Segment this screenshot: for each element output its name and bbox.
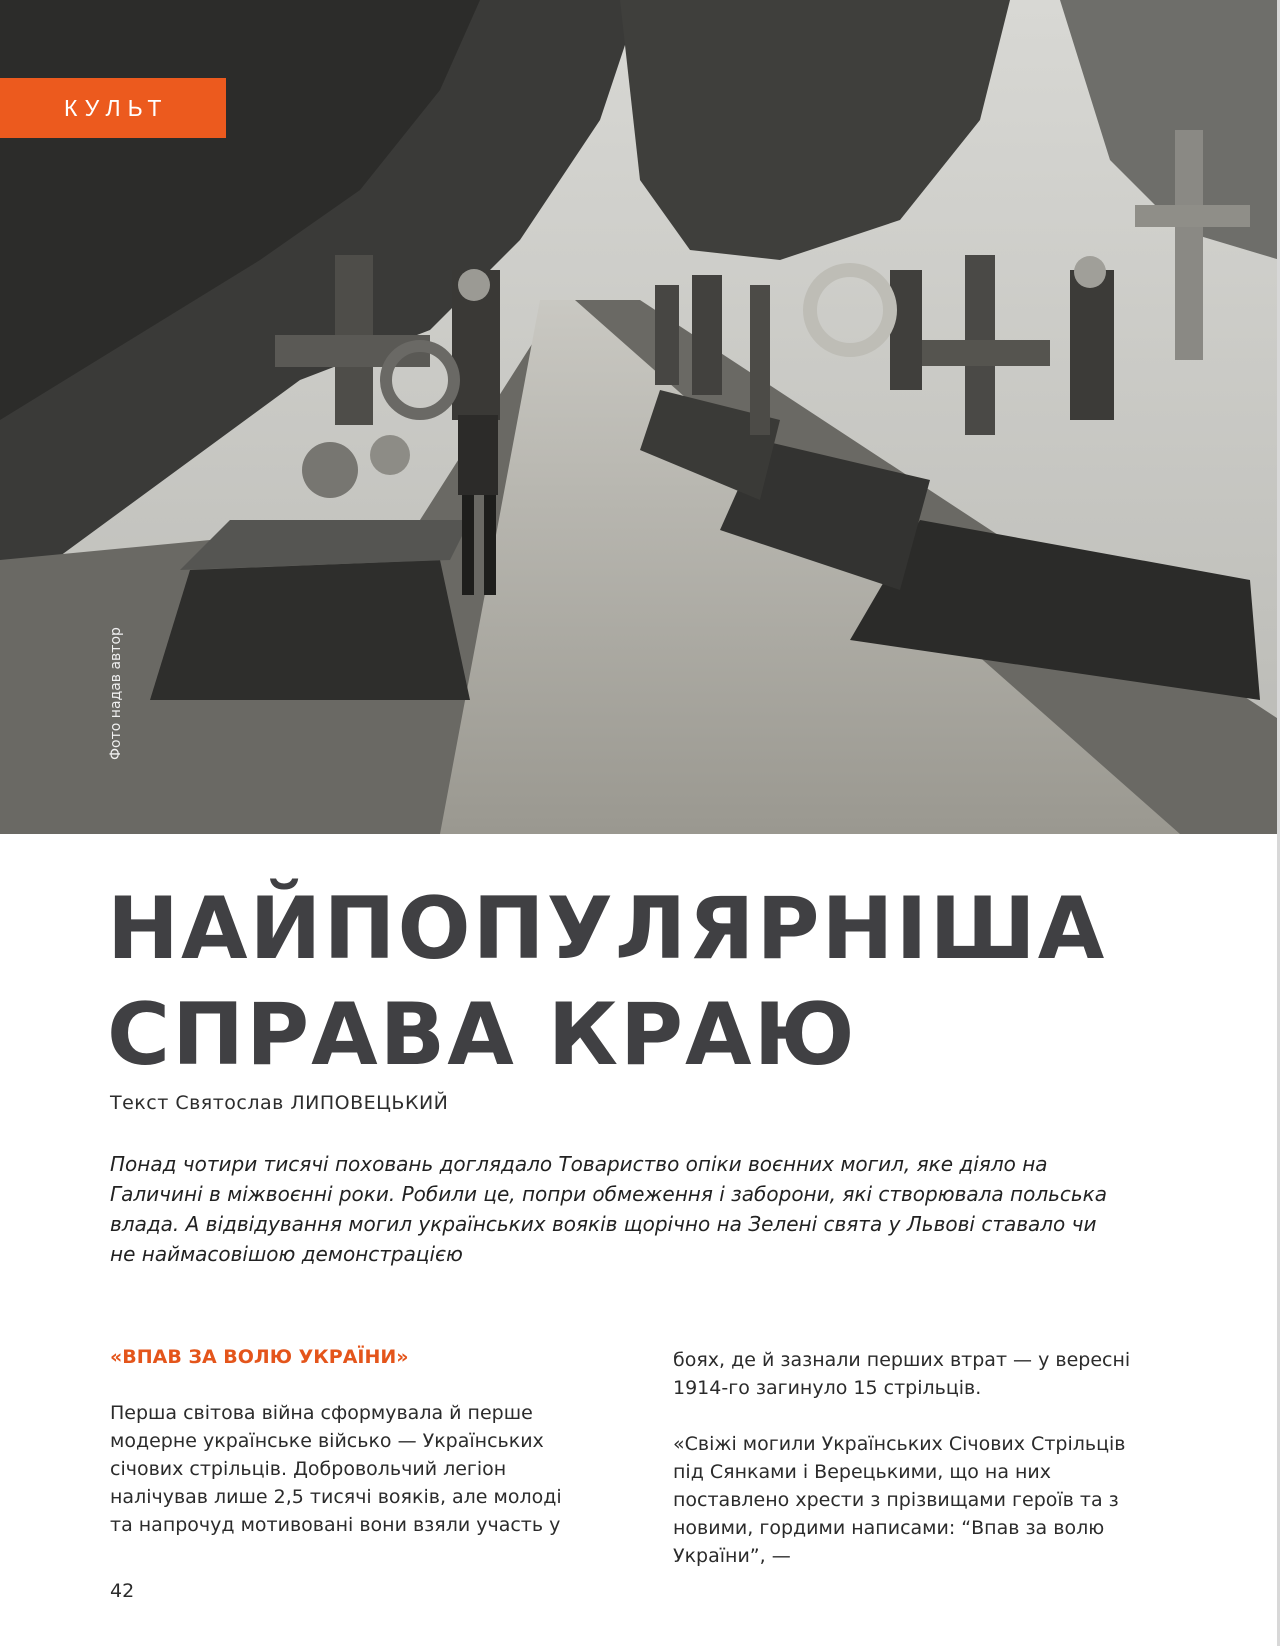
- right-column: [673, 1346, 1143, 1598]
- body-paragraph-2: боях, де й зазнали перших втрат — у вересні 1914-го загинуло 15 стрільців.: [673, 1349, 1131, 1399]
- body-paragraph-3: «Свіжі могили Українських Січових Стрільців під Сянками і Верецькими, що на них поставлено хрести з прізвищами героїв та з новими, гордими написами: “Впав за волю України”, —: [673, 1433, 1126, 1567]
- article-title: [107, 876, 1106, 1088]
- title-line-2: СПРАВА КРАЮ: [107, 985, 857, 1085]
- body-paragraph-1: Перша світова війна сформувала й перше модерне українське військо — Українських січових стрільців. Добровольчий легіон налічував лише 2,5 тисячі вояків, але молоді та напрочуд мотивовані вони взяли участь у: [110, 1402, 562, 1536]
- page-number: 42: [110, 1580, 135, 1602]
- photo-credit: Фото надав автор: [108, 627, 124, 760]
- title-line-1: НАЙПОПУЛЯРНІША: [107, 879, 1107, 979]
- byline: Текст Святослав ЛИПОВЕЦЬКИЙ: [110, 1092, 449, 1114]
- left-column: [110, 1344, 580, 1567]
- category-tag: КУЛЬТ: [0, 78, 226, 138]
- lead-paragraph: Понад чотири тисячі поховань доглядало Товариство опіки воєнних могил, яке діяло на Галичині в міжвоєнні роки. Робили це, попри обмеження і заборони, які створювала польська влада. А відвідування могил українських вояків щорічно на Зелені свята у Львові ставало чи не наймасовішою демонстрацією: [110, 1152, 1108, 1266]
- section-heading: «ВПАВ ЗА ВОЛЮ УКРАЇНИ»: [110, 1346, 409, 1368]
